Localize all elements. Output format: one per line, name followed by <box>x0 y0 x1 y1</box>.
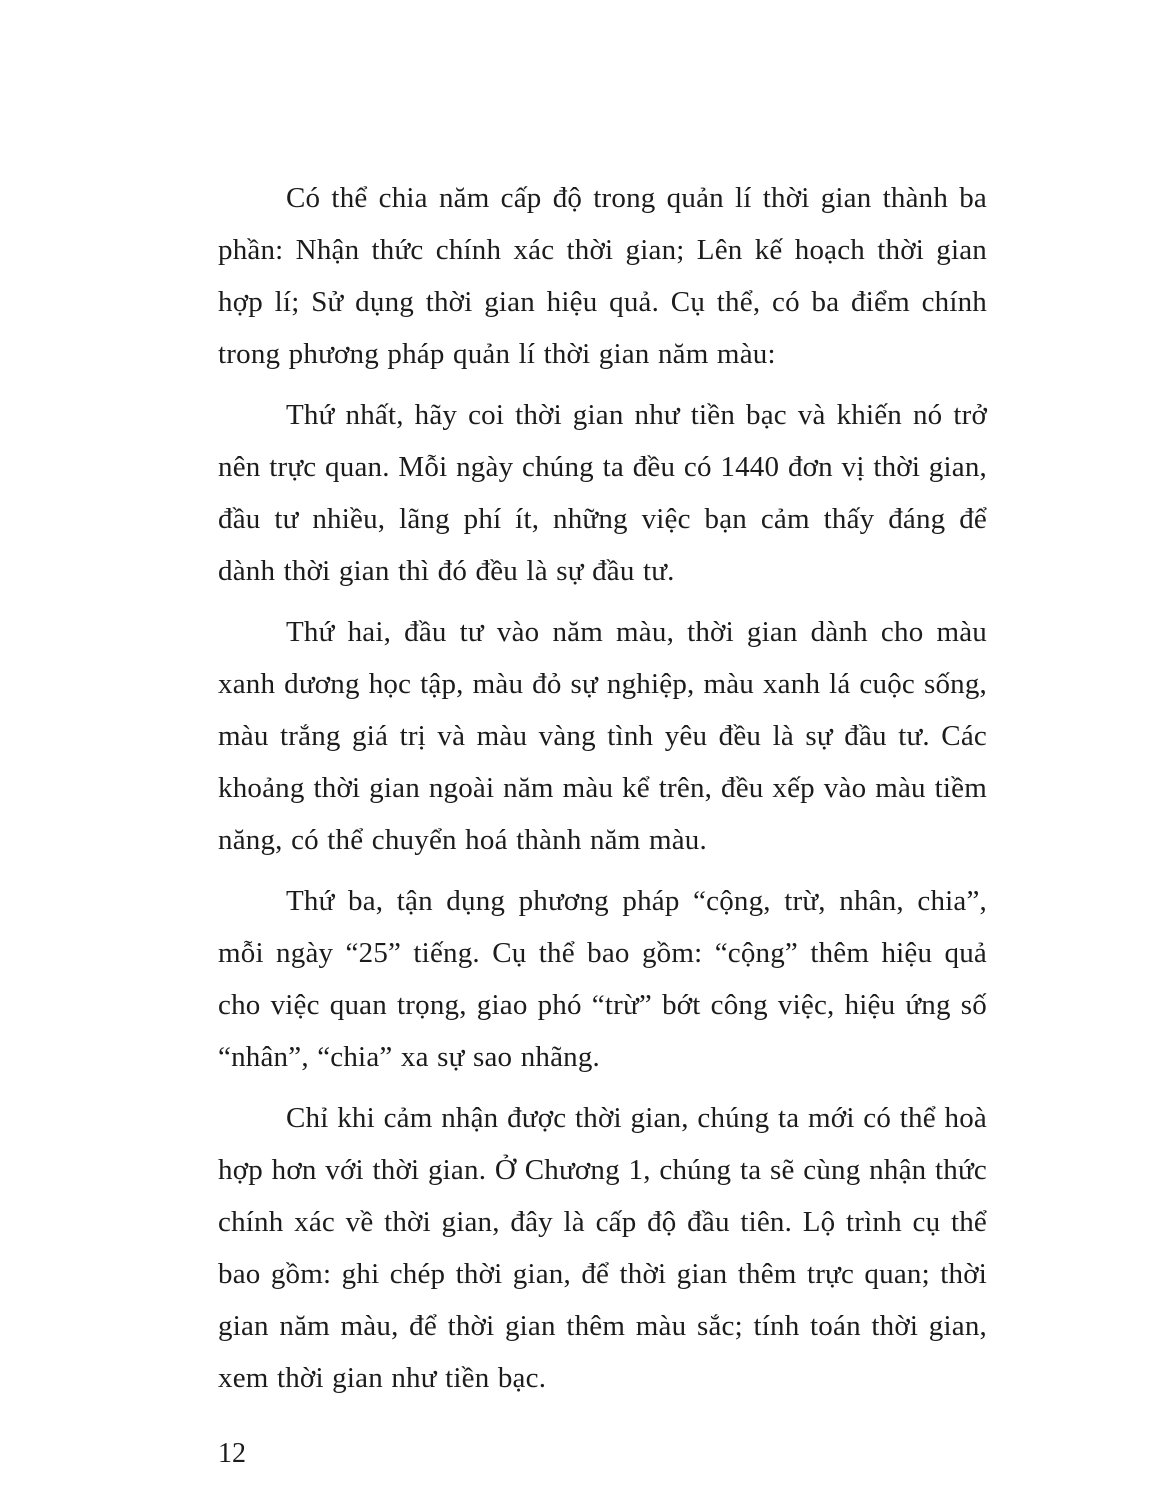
paragraph-3: Thứ hai, đầu tư vào năm màu, thời gian dành cho màu xanh dương học tập, màu đỏ sự nghiệp, màu xanh lá cuộc sống, màu trắng giá trị và màu vàng tình yêu đều là sự đầu tư. Các khoảng thời gian ngoài năm màu kể trên, đều xếp vào màu tiềm năng, có thể chuyển hoá thành năm màu. <box>218 616 987 856</box>
paragraph-4: Thứ ba, tận dụng phương pháp “cộng, trừ, nhân, chia”, mỗi ngày “25” tiếng. Cụ thể bao gồm: “cộng” thêm hiệu quả cho việc quan trọng, giao phó “trừ” bớt công việc, hiệu ứng số “nhân”, “chia” xa sự sao nhãng. <box>218 885 987 1073</box>
body-text <box>218 172 987 1404</box>
paragraph-2: Thứ nhất, hãy coi thời gian như tiền bạc và khiến nó trở nên trực quan. Mỗi ngày chúng ta đều có 1440 đơn vị thời gian, đầu tư nhiều, lãng phí ít, những việc bạn cảm thấy đáng để dành thời gian thì đó đều là sự đầu tư. <box>218 399 987 587</box>
paragraph-5: Chỉ khi cảm nhận được thời gian, chúng ta mới có thể hoà hợp hơn với thời gian. Ở Chương 1, chúng ta sẽ cùng nhận thức chính xác về thời gian, đây là cấp độ đầu tiên. Lộ trình cụ thể bao gồm: ghi chép thời gian, để thời gian thêm trực quan; thời gian năm màu, để thời gian thêm màu sắc; tính toán thời gian, xem thời gian như tiền bạc. <box>218 1102 987 1394</box>
paragraph-1: Có thể chia năm cấp độ trong quản lí thời gian thành ba phần: Nhận thức chính xác thời gian; Lên kế hoạch thời gian hợp lí; Sử dụng thời gian hiệu quả. Cụ thể, có ba điểm chính trong phương pháp quản lí thời gian năm màu: <box>218 182 987 370</box>
page-number: 12 <box>218 1438 246 1469</box>
